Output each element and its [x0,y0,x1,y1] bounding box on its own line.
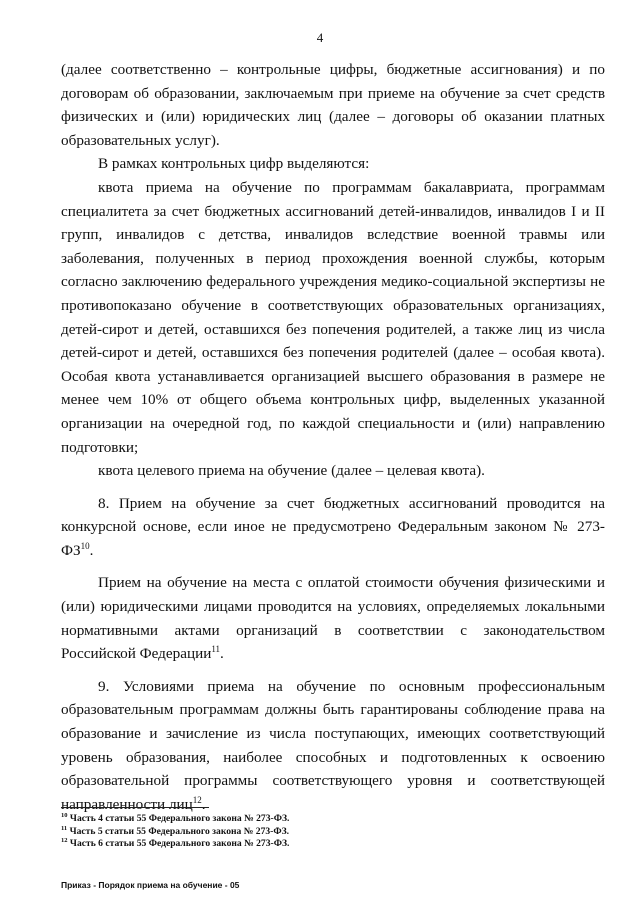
paragraph-paid-admission [61,571,605,665]
paragraph-item-9 [61,675,605,817]
page-footer: Приказ - Порядок приема на обучение - 05 [61,880,240,890]
paragraph-continuation: (далее соответственно – контрольные цифры, бюджетные ассигнования) и по договорам об образовании, заключаемым при приеме на обучение за счет средств физических и (или) юридических лиц (далее – договоры об оказании платных образовательных услуг). [61,61,605,149]
footnote-separator [61,807,209,808]
paragraph-tail: . [201,795,206,813]
footnote-number: 11 [61,824,68,832]
paragraph-control-figures-intro: В рамках контрольных цифр выделяются: [98,155,370,173]
footnote-ref: 11 [211,644,221,655]
paragraph-tail: . [89,541,94,559]
paragraph-text: 8. Прием на обучение за счет бюджетных ассигнований проводится на конкурсной основе, если иное не предусмотрено Федеральным законом № 273-ФЗ [61,494,605,559]
paragraph-text: 9. Условиями приема на обучение по основным профессиональным образовательным программам должны быть гарантированы соблюдение права на образование и зачисление из числа поступающих, имеющих соответствующий уровень образования, наиболее способных и подготовленных к освоению образовательной программы соответствующего уровня и соответствующей направленности лиц [61,677,605,813]
footnotes [61,813,605,851]
page-number: 4 [316,30,324,45]
footnote-ref: 10 [80,540,90,551]
paragraph-special-quota: квота приема на обучение по программам бакалавриата, программам специалитета за счет бюджетных ассигнований детей-инвалидов, инвалидов I и II групп, инвалидов с детства, инвалидов вследствие военной травмы или заболевания, полученных в период прохождения военной службы, которым согласно заключению федерального учреждения медико-социальной экспертизы не противопоказано обучение в соответствующих образовательных организациях, детей-сирот и детей, оставшихся без попечения родителей, а также лиц из числа детей-сирот и детей, оставшихся без попечения родителей (далее – особая квота). Особая квота устанавливается организацией высшего образования в размере не менее чем 10% от общего объема контрольных цифр, выделенных указанной организации на очередной год, по каждой специальности и (или) направлению подготовки; [61,178,605,456]
footnote-text: Часть 5 статьи 55 Федерального закона № 273-ФЗ. [69,825,290,837]
footnote-number: 12 [61,836,68,844]
paragraph-targeted-quota: квота целевого приема на обучение (далее – целевая квота). [98,462,485,480]
footnote-text: Часть 6 статьи 55 Федерального закона № 273-ФЗ. [69,838,290,849]
paragraph-text: Прием на обучение на места с оплатой стоимости обучения физическими и (или) юридическими лицами проводится на условиях, определяемых локальными нормативными актами организаций в соответствии с законодательством Российской Федерации [61,574,605,663]
footnote-text: Часть 4 статьи 55 Федерального закона № 273-ФЗ. [69,813,290,824]
footnote-ref: 12 [192,794,202,805]
footnote [61,826,605,839]
paragraph-item-8 [61,492,605,563]
paragraph-tail: . [220,645,224,663]
footnote [61,813,605,826]
document-body [61,58,605,816]
footnote-number: 10 [61,811,68,819]
footnote [61,838,605,851]
